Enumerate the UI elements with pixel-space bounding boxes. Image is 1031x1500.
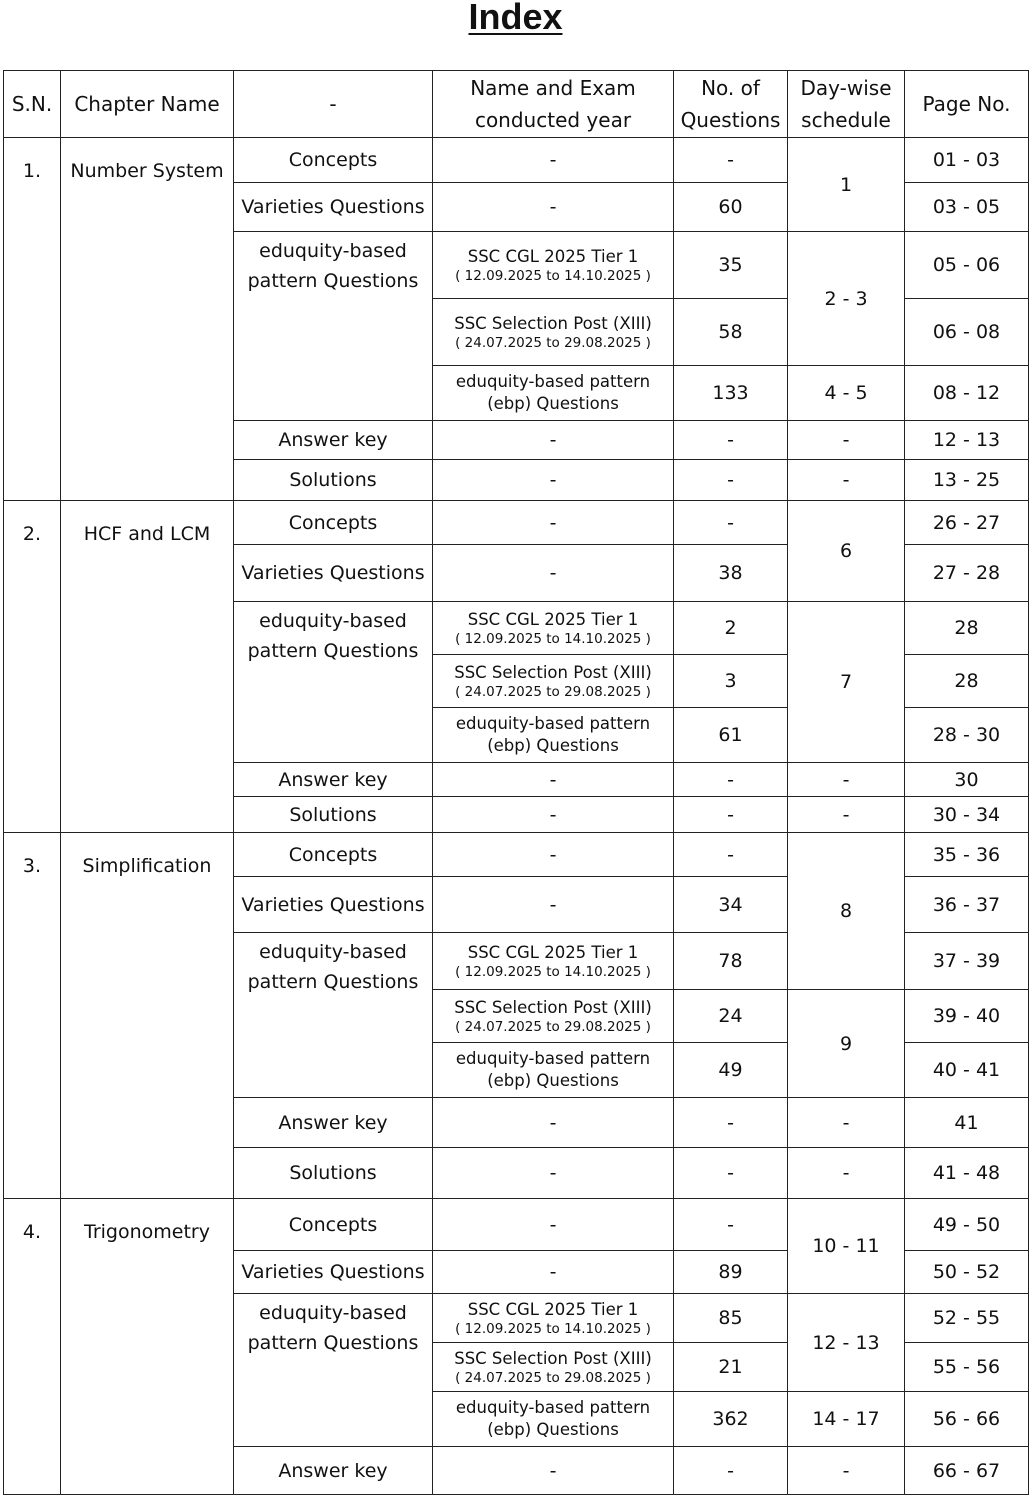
page-cell: 41 - 48 [905,1148,1029,1199]
row-type-ebp [234,933,433,1098]
chapter-name: Simplification [61,833,234,1199]
count-cell: - [674,460,788,501]
exam-cell [433,1343,674,1392]
table-row [4,138,1029,183]
exam-dates: ( 24.07.2025 to 29.08.2025 ) [455,334,651,351]
count-cell: 38 [674,545,788,602]
count-cell: - [674,1447,788,1495]
page-cell: 03 - 05 [905,183,1029,232]
row-type-varieties: Varieties Questions [234,877,433,933]
exam-cell [433,990,674,1043]
page-cell: 56 - 66 [905,1392,1029,1447]
count-cell: 58 [674,299,788,366]
count-cell: - [674,1098,788,1148]
day-cell: - [788,1098,905,1148]
ebp-label-line1: eduquity-based [259,1302,407,1324]
exam-cell: - [433,763,674,797]
day-cell: 12 - 13 [788,1294,905,1392]
page-cell: 30 - 34 [905,797,1029,833]
day-cell: 10 - 11 [788,1199,905,1294]
exam-cell [433,933,674,990]
count-cell: 21 [674,1343,788,1392]
count-cell: - [674,1199,788,1251]
chapter-name: Number System [61,138,234,501]
exam-cell: - [433,501,674,545]
header-type: - [234,71,433,138]
exam-cell [433,708,674,763]
header-exam-line1: Name and Exam [470,76,636,100]
exam-cell [433,299,674,366]
count-cell: 78 [674,933,788,990]
exam-name: eduquity-based pattern [455,1398,651,1417]
exam-name: SSC CGL 2025 Tier 1 [467,609,639,629]
exam-cell [433,232,674,299]
count-cell: 60 [674,183,788,232]
row-type-ebp [234,232,433,421]
index-table [3,70,1029,1495]
exam-cell: - [433,421,674,460]
exam-cell: - [433,183,674,232]
exam-name: SSC Selection Post (XIII) [454,997,652,1017]
ebp-label-line1: eduquity-based [259,240,407,262]
count-cell: - [674,763,788,797]
exam-cell [433,602,674,655]
exam-cell [433,655,674,708]
exam-dates: ( 12.09.2025 to 14.10.2025 ) [455,1320,651,1337]
page-cell: 50 - 52 [905,1251,1029,1294]
page-cell: 06 - 08 [905,299,1029,366]
exam-name: SSC CGL 2025 Tier 1 [467,942,639,962]
page-title: Index [468,0,563,37]
exam-cell: - [433,138,674,183]
exam-name: SSC Selection Post (XIII) [454,662,652,682]
exam-dates: ( 24.07.2025 to 29.08.2025 ) [455,1018,651,1035]
count-cell: 34 [674,877,788,933]
exam-cell: - [433,1251,674,1294]
chapter-name: Trigonometry [61,1199,234,1495]
page-cell: 41 [905,1098,1029,1148]
row-type-answer-key: Answer key [234,1098,433,1148]
exam-cell [433,1294,674,1343]
count-cell: 133 [674,366,788,421]
count-cell: 3 [674,655,788,708]
exam-cell: - [433,833,674,877]
exam-name-line2: (ebp) Questions [487,736,619,755]
page-cell: 13 - 25 [905,460,1029,501]
exam-cell: - [433,1447,674,1495]
chapter-sn: 4. [4,1199,61,1495]
day-cell: 4 - 5 [788,366,905,421]
count-cell: 89 [674,1251,788,1294]
header-row [4,71,1029,138]
count-cell: - [674,1148,788,1199]
ebp-label-line2: pattern Questions [247,270,419,292]
exam-name-line2: (ebp) Questions [487,394,619,413]
day-cell: 7 [788,602,905,763]
exam-name-line2: (ebp) Questions [487,1071,619,1090]
header-count-line2: Questions [680,108,781,132]
exam-cell: - [433,877,674,933]
row-type-solutions: Solutions [234,797,433,833]
count-cell: 24 [674,990,788,1043]
count-cell: 61 [674,708,788,763]
day-cell: 8 [788,833,905,990]
header-exam-line2: conducted year [474,108,632,132]
page-cell: 39 - 40 [905,990,1029,1043]
exam-name: eduquity-based pattern [455,714,651,733]
chapter-sn: 3. [4,833,61,1199]
table-row [4,1199,1029,1251]
day-cell: 9 [788,990,905,1098]
count-cell: 85 [674,1294,788,1343]
day-cell: - [788,1447,905,1495]
page-cell: 52 - 55 [905,1294,1029,1343]
ebp-label-line1: eduquity-based [259,610,407,632]
page-cell: 40 - 41 [905,1043,1029,1098]
page-cell: 30 [905,763,1029,797]
exam-name: SSC CGL 2025 Tier 1 [467,1299,639,1319]
day-cell: - [788,763,905,797]
table-row [4,833,1029,877]
page-cell: 05 - 06 [905,232,1029,299]
page-cell: 66 - 67 [905,1447,1029,1495]
ebp-label-line2: pattern Questions [247,971,419,993]
day-cell: - [788,797,905,833]
day-cell: 2 - 3 [788,232,905,366]
row-type-varieties: Varieties Questions [234,183,433,232]
row-type-concepts: Concepts [234,501,433,545]
header-chapter: Chapter Name [61,71,234,138]
exam-name-line2: (ebp) Questions [487,1420,619,1439]
count-cell: 35 [674,232,788,299]
header-page: Page No. [905,71,1029,138]
exam-cell: - [433,1148,674,1199]
day-cell: - [788,421,905,460]
day-cell: - [788,1148,905,1199]
page-cell: 27 - 28 [905,545,1029,602]
page-cell: 12 - 13 [905,421,1029,460]
exam-dates: ( 24.07.2025 to 29.08.2025 ) [455,1369,651,1386]
page-cell: 08 - 12 [905,366,1029,421]
day-cell: 14 - 17 [788,1392,905,1447]
table-row [4,501,1029,545]
row-type-varieties: Varieties Questions [234,1251,433,1294]
page-cell: 28 - 30 [905,708,1029,763]
page-cell: 36 - 37 [905,877,1029,933]
exam-cell [433,366,674,421]
day-cell: - [788,460,905,501]
exam-cell: - [433,797,674,833]
day-cell: 1 [788,138,905,232]
page-cell: 26 - 27 [905,501,1029,545]
count-cell: - [674,138,788,183]
exam-name: SSC CGL 2025 Tier 1 [467,246,639,266]
ebp-label-line2: pattern Questions [247,640,419,662]
header-count-line1: No. of [701,76,760,100]
row-type-solutions: Solutions [234,460,433,501]
chapter-sn: 2. [4,501,61,833]
count-cell: - [674,833,788,877]
row-type-concepts: Concepts [234,833,433,877]
header-sn: S.N. [4,71,61,138]
page-cell: 37 - 39 [905,933,1029,990]
exam-cell [433,1043,674,1098]
count-cell: 362 [674,1392,788,1447]
header-day [788,71,905,138]
exam-dates: ( 12.09.2025 to 14.10.2025 ) [455,630,651,647]
count-cell: - [674,421,788,460]
ebp-label-line2: pattern Questions [247,1332,419,1354]
page-cell: 55 - 56 [905,1343,1029,1392]
count-cell: 2 [674,602,788,655]
exam-cell: - [433,545,674,602]
exam-name: eduquity-based pattern [455,1049,651,1068]
header-day-line1: Day-wise [800,76,892,100]
page-cell: 35 - 36 [905,833,1029,877]
page-cell: 01 - 03 [905,138,1029,183]
count-cell: - [674,501,788,545]
row-type-answer-key: Answer key [234,421,433,460]
row-type-solutions: Solutions [234,1148,433,1199]
exam-cell: - [433,460,674,501]
page-cell: 49 - 50 [905,1199,1029,1251]
day-cell: 6 [788,501,905,602]
exam-dates: ( 12.09.2025 to 14.10.2025 ) [455,963,651,980]
exam-name: SSC Selection Post (XIII) [454,313,652,333]
page-cell: 28 [905,602,1029,655]
row-type-answer-key: Answer key [234,763,433,797]
row-type-ebp [234,1294,433,1447]
header-day-line2: schedule [801,108,891,132]
row-type-answer-key: Answer key [234,1447,433,1495]
chapter-sn: 1. [4,138,61,501]
row-type-concepts: Concepts [234,138,433,183]
row-type-concepts: Concepts [234,1199,433,1251]
chapter-name: HCF and LCM [61,501,234,833]
exam-cell: - [433,1098,674,1148]
exam-name: eduquity-based pattern [455,372,651,391]
header-count [674,71,788,138]
count-cell: 49 [674,1043,788,1098]
ebp-label-line1: eduquity-based [259,941,407,963]
row-type-ebp [234,602,433,763]
row-type-varieties: Varieties Questions [234,545,433,602]
page-cell: 28 [905,655,1029,708]
exam-cell: - [433,1199,674,1251]
count-cell: - [674,797,788,833]
exam-cell [433,1392,674,1447]
header-exam [433,71,674,138]
exam-dates: ( 24.07.2025 to 29.08.2025 ) [455,683,651,700]
exam-dates: ( 12.09.2025 to 14.10.2025 ) [455,267,651,284]
exam-name: SSC Selection Post (XIII) [454,1348,652,1368]
